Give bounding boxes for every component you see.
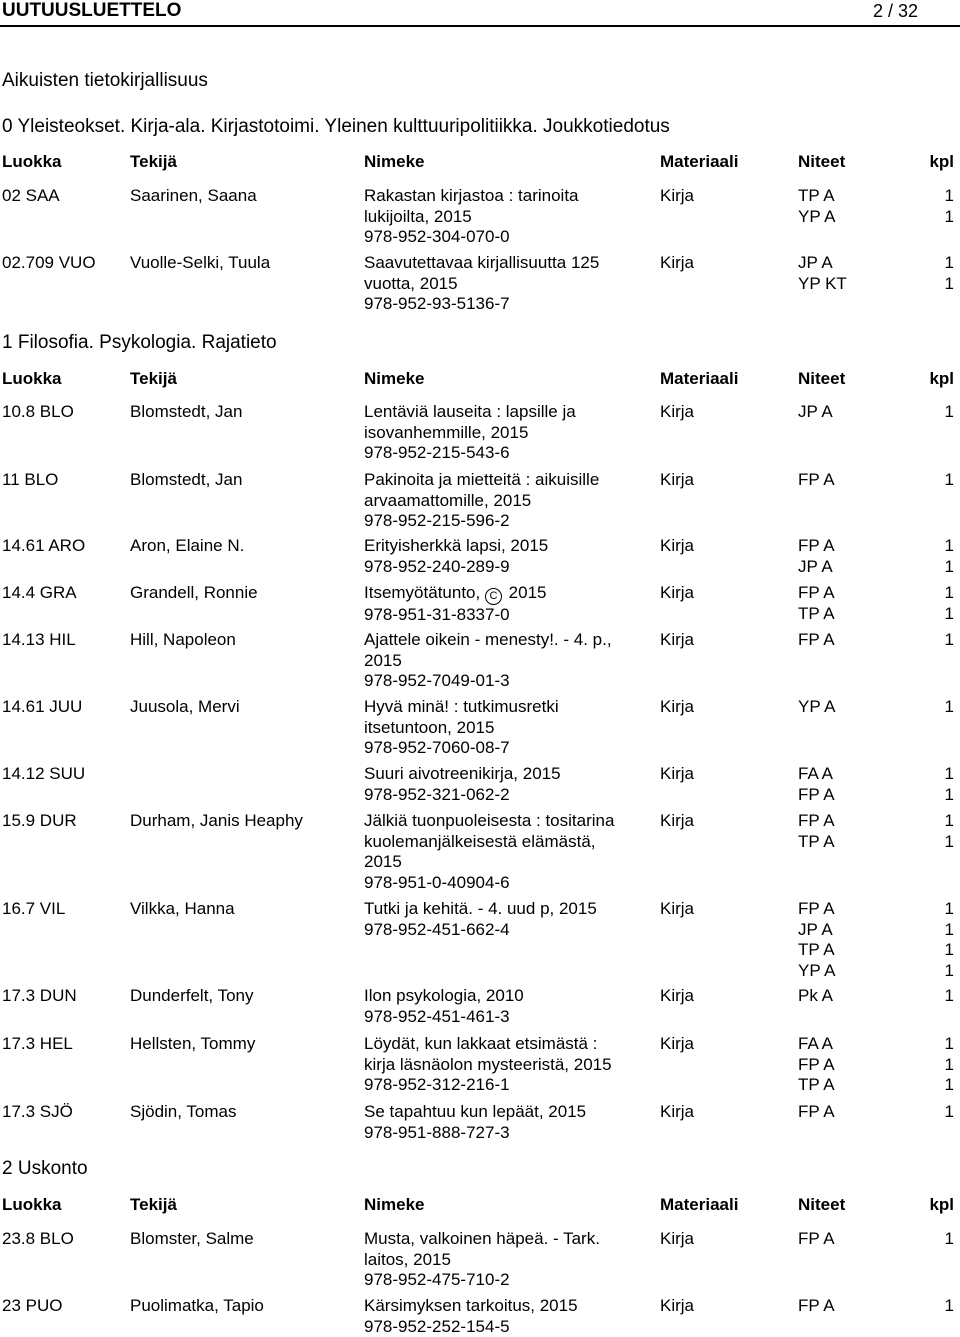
entry-title-line: Löydät, kun lakkaat etsimästä : (364, 1034, 598, 1053)
entry-class: 17.3 HEL (2, 1034, 73, 1053)
entry-author: Durham, Janis Heaphy (130, 811, 303, 830)
entry-class: 16.7 VIL (2, 899, 66, 918)
entry-material: Kirja (660, 1296, 695, 1315)
entry-copy-location: FA A (798, 764, 833, 783)
entry-author: Blomstedt, Jan (130, 402, 243, 421)
entry-title-line: itsetuntoon, 2015 (364, 717, 495, 737)
entry-title (364, 1102, 649, 1143)
entry-count: 1 (944, 556, 954, 576)
column-header-luokka: Luokka (2, 152, 62, 171)
column-header-row (0, 151, 960, 173)
section-title: 2 Uskonto (2, 1158, 88, 1179)
entry-title (364, 583, 649, 626)
entry-author: Saarinen, Saana (130, 186, 257, 205)
entry-material: Kirja (660, 470, 695, 489)
entry-title-line: vuotta, 2015 (364, 273, 458, 293)
entry-count: 1 (944, 940, 954, 959)
entry-author: Hill, Napoleon (130, 630, 236, 649)
entry-class: 14.4 GRA (2, 583, 77, 602)
column-header-luokka: Luokka (2, 369, 62, 388)
entry-title-line: Ilon psykologia, 2010 (364, 986, 524, 1005)
entry-title-line: Ajattele oikein - menesty!. - 4. p., (364, 630, 612, 649)
entry-isbn: 978-952-7060-08-7 (364, 738, 510, 757)
entry-copy-location: JP A (798, 919, 833, 939)
entry-class: 02 SAA (2, 186, 60, 205)
entry-title (364, 1229, 649, 1291)
column-header-kpl: kpl (929, 1195, 954, 1214)
entry-isbn: 978-952-7049-01-3 (364, 671, 510, 690)
entry-class: 10.8 BLO (2, 402, 74, 421)
column-header-row (0, 1194, 960, 1216)
entry-copy-location: TP A (798, 940, 835, 959)
entry-count: 1 (944, 784, 954, 804)
entry-title (364, 899, 649, 940)
entry-title (364, 402, 649, 464)
entry-title-line: Hyvä minä! : tutkimusretki (364, 697, 559, 716)
entry-copy-location: YP KT (798, 273, 847, 293)
entry-class: 14.61 ARO (2, 536, 86, 555)
entry-title-line: Itsemyötätunto, C 2015 (364, 583, 649, 605)
document-title: UUTUUSLUETTELO (2, 0, 182, 21)
entry-material: Kirja (660, 986, 695, 1005)
entry-count: 1 (944, 402, 954, 421)
entry-isbn: 978-952-475-710-2 (364, 1270, 510, 1289)
entry-author: Vilkka, Hanna (130, 899, 235, 918)
entry-author: Aron, Elaine N. (130, 536, 245, 555)
entry-title-line: Tutki ja kehitä. - 4. uud p, 2015 (364, 899, 597, 918)
entry-count: 1 (944, 1075, 954, 1094)
entry-title (364, 986, 649, 1027)
entry-title-line: Lentäviä lauseita : lapsille ja (364, 402, 576, 421)
entry-title-line: Musta, valkoinen häpeä. - Tark. (364, 1229, 600, 1248)
entry-count: 1 (944, 811, 954, 830)
entry-copy-location: FP A (798, 811, 835, 830)
column-header-materiaali: Materiaali (660, 1195, 739, 1214)
entry-copy-location: FP A (798, 899, 835, 918)
entry-title-line: arvaamattomille, 2015 (364, 490, 532, 510)
entry-count: 1 (944, 630, 954, 649)
entry-copy-location: YP A (798, 697, 836, 716)
entry-title-line: Kärsimyksen tarkoitus, 2015 (364, 1296, 578, 1315)
column-header-kpl: kpl (929, 369, 954, 388)
entry-title-line: kuolemanjälkeisestä elämästä, (364, 831, 596, 851)
entry-title (364, 186, 649, 248)
entry-copy-location: FP A (798, 1054, 835, 1074)
entry-material: Kirja (660, 697, 695, 716)
entry-class: 14.61 JUU (2, 697, 83, 716)
entry-title (364, 253, 649, 315)
entry-copy-location: YP A (798, 206, 836, 226)
entry-material: Kirja (660, 1102, 695, 1121)
entry-copy-location: YP A (798, 960, 836, 980)
entry-title (364, 1034, 649, 1096)
entry-class: 15.9 DUR (2, 811, 77, 830)
entry-copy-location: JP A (798, 253, 833, 272)
entry-title (364, 764, 649, 805)
entry-title-line: 2015 (364, 852, 402, 871)
entry-material: Kirja (660, 186, 695, 205)
entry-title-line: lukijoilta, 2015 (364, 206, 472, 226)
entry-material: Kirja (660, 764, 695, 783)
column-header-nimeke: Nimeke (364, 1195, 425, 1214)
copyright-icon: C (485, 588, 502, 605)
entry-author: Dunderfelt, Tony (130, 986, 254, 1005)
column-header-row (0, 368, 960, 390)
entry-copy-location: FP A (798, 1296, 835, 1315)
entry-count: 1 (944, 470, 954, 489)
entry-isbn: 978-952-321-062-2 (364, 784, 510, 804)
entry-isbn: 978-951-0-40904-6 (364, 872, 510, 892)
entry-count: 1 (944, 697, 954, 716)
entry-material: Kirja (660, 811, 695, 830)
entry-copy-location: FP A (798, 1229, 835, 1248)
entry-title-line: Suuri aivotreenikirja, 2015 (364, 764, 561, 783)
entry-count: 1 (944, 899, 954, 918)
entry-title (364, 630, 649, 692)
entry-count: 1 (944, 764, 954, 783)
entry-count: 1 (944, 1054, 954, 1074)
entry-title (364, 470, 649, 532)
page-number: 2 / 32 (872, 1, 918, 21)
section-title: 0 Yleisteokset. Kirja-ala. Kirjastotoimi. Yleinen kulttuuripolitiikka. Joukkotiedotus (2, 116, 670, 137)
entry-count: 1 (944, 1034, 954, 1053)
entry-copy-location: FP A (798, 1102, 835, 1121)
entry-material: Kirja (660, 583, 695, 602)
entry-title-line: Rakastan kirjastoa : tarinoita (364, 186, 579, 205)
entry-title-line: 2015 (364, 650, 402, 670)
entry-count: 1 (944, 273, 954, 293)
entry-class: 02.709 VUO (2, 253, 96, 272)
entry-author: Juusola, Mervi (130, 697, 240, 716)
column-header-niteet: Niteet (798, 1195, 846, 1214)
entry-count: 1 (944, 253, 954, 272)
entry-isbn: 978-952-451-461-3 (364, 1006, 510, 1026)
entry-author: Grandell, Ronnie (130, 583, 258, 602)
entry-author: Sjödin, Tomas (130, 1102, 237, 1121)
entry-count: 1 (944, 1102, 954, 1121)
entry-copy-location: TP A (798, 603, 835, 623)
entry-copy-location: FP A (798, 784, 835, 804)
entry-isbn: 978-952-312-216-1 (364, 1075, 510, 1094)
main-heading: Aikuisten tietokirjallisuus (2, 70, 208, 91)
entry-isbn: 978-952-215-596-2 (364, 511, 510, 530)
entry-title (364, 536, 649, 577)
column-header-materiaali: Materiaali (660, 152, 739, 171)
entry-author: Blomstedt, Jan (130, 470, 243, 489)
entry-class: 14.12 SUU (2, 764, 86, 783)
column-header-niteet: Niteet (798, 369, 846, 388)
entry-material: Kirja (660, 899, 695, 918)
entry-material: Kirja (660, 1034, 695, 1053)
column-header-kpl: kpl (929, 152, 954, 171)
entry-class: 23 PUO (2, 1296, 63, 1315)
entry-isbn: 978-951-31-8337-0 (364, 605, 510, 624)
section-title: 1 Filosofia. Psykologia. Rajatieto (2, 332, 277, 353)
entry-count: 1 (944, 186, 954, 205)
entry-copy-location: FP A (798, 536, 835, 555)
entry-title (364, 811, 649, 893)
entry-material: Kirja (660, 402, 695, 421)
entry-count: 1 (944, 583, 954, 602)
entry-count: 1 (944, 1229, 954, 1248)
entry-material: Kirja (660, 630, 695, 649)
entry-copy-location: FP A (798, 583, 835, 602)
column-header-niteet: Niteet (798, 152, 846, 171)
entry-count: 1 (944, 1296, 954, 1315)
entry-copy-location: FP A (798, 630, 835, 649)
entry-material: Kirja (660, 253, 695, 272)
entry-isbn: 978-952-304-070-0 (364, 227, 510, 246)
entry-class: 17.3 SJÖ (2, 1102, 73, 1121)
entry-material: Kirja (660, 1229, 695, 1248)
entry-copy-location: TP A (798, 831, 835, 851)
column-header-nimeke: Nimeke (364, 152, 425, 171)
entry-count: 1 (944, 536, 954, 555)
entry-author: Puolimatka, Tapio (130, 1296, 264, 1315)
entry-title-line: Saavutettavaa kirjallisuutta 125 (364, 253, 600, 272)
column-header-luokka: Luokka (2, 1195, 62, 1214)
entry-author: Hellsten, Tommy (130, 1034, 256, 1053)
entry-material: Kirja (660, 536, 695, 555)
entry-title-line: Jälkiä tuonpuoleisesta : tositarina (364, 811, 615, 830)
entry-count: 1 (944, 206, 954, 226)
column-header-tekija: Tekijä (130, 152, 177, 171)
entry-count: 1 (944, 919, 954, 939)
entry-title-line: kirja läsnäolon mysteeristä, 2015 (364, 1054, 612, 1074)
entry-author: Vuolle-Selki, Tuula (130, 253, 271, 272)
entry-count: 1 (944, 986, 954, 1005)
entry-copy-location: JP A (798, 402, 833, 421)
entry-title (364, 1296, 649, 1337)
header-rule (0, 25, 960, 27)
entry-title-line: Erityisherkkä lapsi, 2015 (364, 536, 549, 555)
entry-title (364, 697, 649, 759)
entry-class: 14.13 HIL (2, 630, 76, 649)
entry-title-line: Se tapahtuu kun lepäät, 2015 (364, 1102, 587, 1121)
column-header-tekija: Tekijä (130, 369, 177, 388)
entry-isbn: 978-952-240-289-9 (364, 556, 510, 576)
entry-copy-location: FA A (798, 1034, 833, 1053)
entry-copy-location: FP A (798, 470, 835, 489)
entry-title-line: Pakinoita ja mietteitä : aikuisille (364, 470, 600, 489)
entry-title-line: laitos, 2015 (364, 1249, 451, 1269)
page-header (0, 0, 960, 24)
entry-copy-location: JP A (798, 556, 833, 576)
entry-author: Blomster, Salme (130, 1229, 254, 1248)
entry-count: 1 (944, 603, 954, 623)
entry-copy-location: TP A (798, 1075, 835, 1094)
column-header-tekija: Tekijä (130, 1195, 177, 1214)
column-header-nimeke: Nimeke (364, 369, 425, 388)
entry-class: 23.8 BLO (2, 1229, 74, 1248)
entry-isbn: 978-951-888-727-3 (364, 1122, 510, 1142)
entry-count: 1 (944, 831, 954, 851)
entry-isbn: 978-952-252-154-5 (364, 1316, 510, 1336)
entry-title-line: isovanhemmille, 2015 (364, 422, 529, 442)
entry-count: 1 (944, 960, 954, 980)
entry-copy-location: TP A (798, 186, 835, 205)
entry-class: 11 BLO (2, 470, 59, 489)
entry-copy-location: Pk A (798, 986, 833, 1005)
column-header-materiaali: Materiaali (660, 369, 739, 388)
entry-isbn: 978-952-93-5136-7 (364, 294, 510, 313)
entry-isbn: 978-952-451-662-4 (364, 919, 510, 939)
entry-class: 17.3 DUN (2, 986, 77, 1005)
entry-isbn: 978-952-215-543-6 (364, 443, 510, 462)
